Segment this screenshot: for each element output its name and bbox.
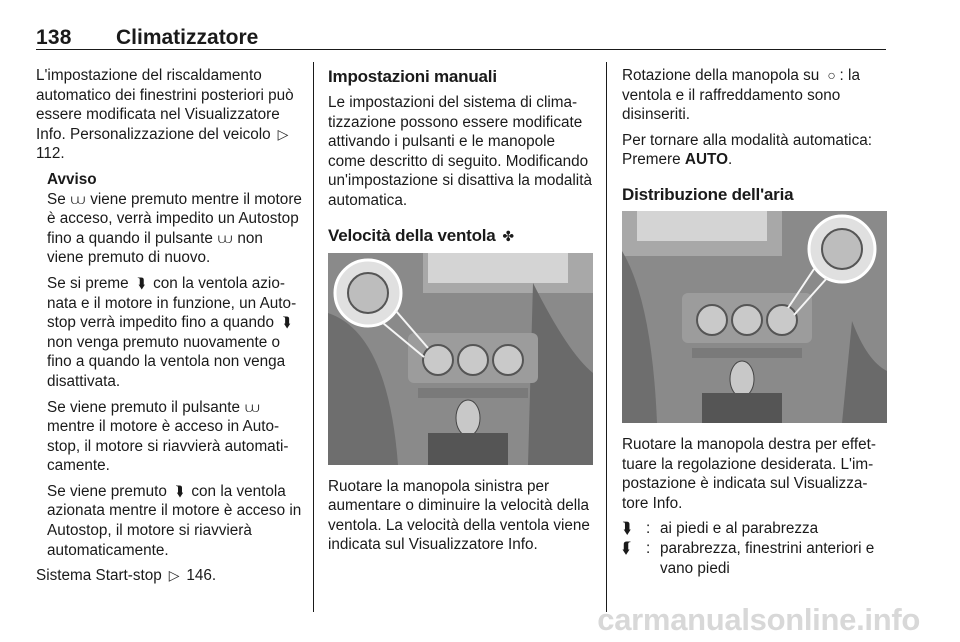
- note-text: mentre il motore è acceso in Autostop, il motore si riavvierà automaticamente.: [47, 418, 289, 475]
- page-title: Climatizzatore: [116, 26, 259, 49]
- note-paragraph: [47, 482, 302, 560]
- subsection-heading: [328, 225, 593, 247]
- intro-paragraph: [36, 66, 302, 164]
- footer-reference: [36, 566, 302, 586]
- air-distribution-caption: Ruotare la manopola destra per effettuare la regolazione desiderata. L'impostazione è indicata sul Visualizzatore Info.: [622, 435, 876, 512]
- section-intro: Le impostazioni del sistema di climatizzazione possono essere modificate attivando i pulsanti e le manopole come descritto di seguito. Modificando un'impostazione si disattiva la modalità automatica.: [328, 94, 592, 209]
- note-text: con la ventola azionata e il motore in funzione, un Autostop verrà impedito fino a quando: [47, 274, 297, 332]
- rotation-paragraph: [622, 66, 888, 125]
- note-box: [36, 170, 302, 560]
- auto-text: Per tornare alla modalità automatica: Premere: [622, 131, 872, 169]
- auto-text: .: [727, 151, 733, 169]
- note-paragraph: [47, 274, 302, 392]
- section-heading: Distribuzione dell'aria: [622, 184, 794, 204]
- list-item-text: parabrezza, finestrini anteriori e vano piedi: [660, 539, 875, 577]
- note-paragraph: [47, 398, 302, 476]
- list-item: [622, 539, 888, 578]
- air-distribution-icon: ⮯: [136, 274, 146, 291]
- list-item-text: ai piedi e al parabrezza: [660, 520, 819, 538]
- windscreen-windows-feet-icon: ⮮: [622, 539, 632, 557]
- column-divider: [606, 62, 607, 612]
- auto-key: AUTO: [684, 151, 728, 169]
- column-divider: [313, 62, 314, 612]
- air-distribution-icon: ⮯: [174, 482, 184, 499]
- note-paragraph: [47, 190, 302, 268]
- dashboard-photo-air-distribution: [622, 211, 887, 423]
- column-2: [328, 66, 593, 561]
- page-header: [36, 26, 886, 50]
- off-circle-icon: ○: [827, 67, 836, 83]
- note-text: Se viene premuto: [47, 482, 167, 500]
- intro-text: L'impostazione del riscaldamento automatico dei finestrini posteriori può essere modificata nel Visualizzatore Info. Personalizzazione del veicolo: [36, 67, 294, 143]
- note-text: Se: [47, 190, 66, 208]
- rotation-text: Rotazione della manopola su: [622, 67, 820, 84]
- page-reference[interactable]: 112.: [36, 145, 65, 163]
- ref-arrow-icon: ▷: [277, 125, 289, 142]
- note-text: viene premuto mentre il motore è acceso, verrà impedito un Autostop fino a quando il pulsante: [47, 190, 302, 247]
- list-separator: :: [646, 539, 651, 557]
- list-separator: :: [646, 520, 651, 538]
- note-text: non venga premuto nuovamente o fino a quando la ventola non venga disattivata.: [47, 333, 286, 390]
- air-distribution-icon: ⮯: [282, 314, 291, 331]
- ref-arrow-icon: ▷: [168, 567, 180, 584]
- column-1: [36, 66, 302, 592]
- column-3: [622, 66, 888, 578]
- list-item: [622, 519, 888, 539]
- rear-defrost-icon: ⩊: [218, 229, 233, 246]
- rotation-text: : la ventola e il raffreddamento sono disinseriti.: [622, 67, 860, 124]
- rear-defrost-icon: ⩊: [70, 190, 86, 207]
- footer-text: Sistema Start-stop: [36, 567, 162, 585]
- feet-windscreen-icon: ⮯: [622, 520, 632, 538]
- subsection-heading-text: Velocità della ventola: [328, 225, 496, 245]
- note-title: Avviso: [47, 170, 97, 188]
- note-text: non viene premuto di nuovo.: [47, 229, 263, 267]
- watermark: carmanualsonline.info: [597, 602, 920, 637]
- page-number: 138: [36, 26, 72, 49]
- fan-caption: Ruotare la manopola sinistra per aumentare o diminuire la velocità della ventola. La velocità della ventola viene indicata sul Visualizzatore Info.: [328, 477, 590, 554]
- note-text: con la ventola azionata mentre il motore è acceso in Autostop, il motore si riavvierà automaticamente.: [47, 482, 302, 559]
- air-distribution-list: [622, 519, 888, 578]
- note-text: Se si preme: [47, 274, 129, 292]
- auto-paragraph: [622, 131, 888, 170]
- note-text: Se viene premuto il pulsante: [47, 398, 241, 416]
- dashboard-photo-fan: [328, 253, 593, 465]
- section-heading: Impostazioni manuali: [328, 67, 497, 86]
- rear-defrost-icon: ⩊: [245, 398, 260, 415]
- fan-icon: ✤: [502, 227, 514, 244]
- page-reference[interactable]: 146.: [186, 567, 217, 585]
